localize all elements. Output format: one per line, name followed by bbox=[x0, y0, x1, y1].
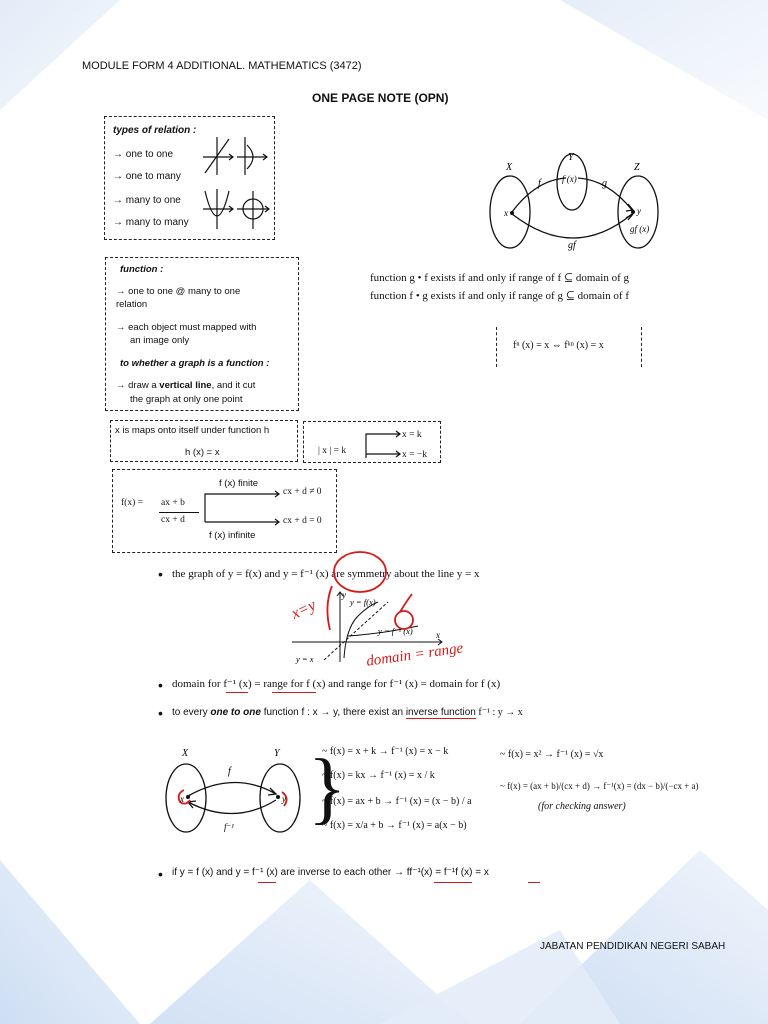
inverse-x-point: x bbox=[180, 794, 184, 804]
function-heading: function : bbox=[120, 264, 164, 275]
self-map-line-1: x is maps onto itself under function h bbox=[115, 425, 270, 436]
handwriting-domain-range: domain = range bbox=[365, 640, 465, 670]
rational-function-box bbox=[112, 469, 337, 553]
iterate-rule-box bbox=[496, 327, 642, 367]
inverse-rule-1: ~ f(x) = x + k → f⁻¹ (x) = x − k bbox=[322, 746, 449, 757]
iterate-rule: fⁿ (x) = x ⇔ fᵏⁿ (x) = x bbox=[513, 340, 604, 351]
diagram-set-x: X bbox=[506, 162, 513, 173]
red-underline bbox=[434, 882, 472, 883]
inverse-rule-4: ~ f(x) = x/a + b → f⁻¹ (x) = a(x − b) bbox=[322, 820, 467, 831]
relation-heading: types of relation : bbox=[113, 125, 197, 136]
graph-x-axis-label: x bbox=[436, 630, 440, 640]
bullet-dot: • bbox=[158, 677, 163, 693]
inverse-finv-label: f⁻¹ bbox=[224, 822, 234, 832]
relation-many-to-many: → many to many bbox=[113, 217, 189, 228]
relation-one-to-one: → one to one bbox=[113, 149, 174, 160]
inverse-rule-2: ~ f(x) = kx → f⁻¹ (x) = x / k bbox=[322, 770, 435, 781]
vertical-line-test-line-b: the graph at only one point bbox=[130, 394, 243, 405]
fraction-bar bbox=[159, 512, 199, 513]
self-map-line-2: h (x) = x bbox=[185, 447, 220, 458]
graph-y-axis-label: y bbox=[342, 590, 346, 600]
vertical-line-test-line: → draw a vertical line, and it cut bbox=[116, 380, 256, 391]
self-map-box bbox=[110, 420, 298, 462]
function-line-2b: an image only bbox=[130, 335, 190, 346]
inverse-rule-3: ~ f(x) = ax + b → f⁻¹ (x) = (x − b) / a bbox=[322, 796, 472, 807]
diagram-set-z: Z bbox=[634, 162, 640, 173]
diagram-f-label: f bbox=[538, 178, 541, 189]
diagram-g-label: g bbox=[602, 178, 607, 189]
diagram-x-point: x bbox=[504, 208, 508, 218]
inverse-set-y: Y bbox=[274, 748, 280, 759]
rational-finite-label: f (x) finite bbox=[219, 478, 259, 489]
rational-numerator: ax + b bbox=[161, 498, 185, 508]
handwriting-x-equals-y: x=y bbox=[288, 596, 319, 623]
modulus-box bbox=[303, 421, 441, 463]
brace: } bbox=[308, 744, 347, 832]
bullet-inverse-exists: to every one to one function f : x → y, there exist an inverse function f⁻¹ : y → x bbox=[172, 707, 523, 718]
relation-types-box bbox=[104, 116, 275, 240]
bullet-symmetry: the graph of y = f(x) and y = f⁻¹ (x) are symmetry about the line y = x bbox=[172, 568, 480, 580]
rational-fx: f(x) = bbox=[121, 498, 143, 508]
inverse-rule-rational: ~ f(x) = (ax + b)/(cx + d) → f⁻¹(x) = (dx − b)/(−cx + a) bbox=[500, 781, 699, 791]
inverse-set-x: X bbox=[182, 748, 189, 759]
vertical-line-test-heading: to whether a graph is a function : bbox=[120, 358, 270, 369]
module-heading: MODULE FORM 4 ADDITIONAL. MATHEMATICS (3472) bbox=[82, 60, 362, 72]
red-underline bbox=[528, 882, 540, 883]
red-underline bbox=[226, 692, 248, 693]
modulus-case-negative: x = −k bbox=[402, 450, 427, 460]
function-line-2: → each object must mapped with bbox=[116, 322, 257, 333]
diagram-gf-label: gf bbox=[568, 240, 576, 251]
diagram-y-point: y bbox=[637, 206, 641, 216]
red-annotation-marks bbox=[288, 546, 508, 676]
modulus-case-positive: x = k bbox=[402, 430, 422, 440]
diagram-set-y: Y bbox=[568, 152, 574, 163]
relation-graph-icons bbox=[197, 131, 273, 235]
composite-rule-fg: function f • g exists if and only if range of g ⊆ domain of f bbox=[370, 290, 629, 302]
rational-infinite-label: f (x) infinite bbox=[209, 530, 256, 541]
function-line-1: → one to one @ many to one bbox=[116, 286, 241, 297]
rational-condition-nonzero: cx + d ≠ 0 bbox=[283, 487, 322, 497]
red-underline bbox=[258, 882, 276, 883]
footer-department: JABATAN PENDIDIKAN NEGERI SABAH bbox=[540, 941, 726, 952]
inverse-y-point: y bbox=[282, 794, 286, 804]
inverse-mapping-diagram bbox=[158, 744, 308, 844]
bullet-inverse-composition: if y = f (x) and y = f⁻¹ (x) are inverse to each other → ff⁻¹(x) = f⁻¹f (x) = x bbox=[172, 867, 489, 878]
page-title: ONE PAGE NOTE (OPN) bbox=[312, 91, 449, 105]
graph-finv-label: y = f⁻¹ (x) bbox=[378, 626, 413, 636]
rational-branch-arrows bbox=[203, 490, 283, 526]
graph-fx-label: y = f(x) bbox=[350, 597, 376, 607]
red-underline bbox=[272, 692, 316, 693]
bullet-dot: • bbox=[158, 705, 163, 721]
inverse-f-label: f bbox=[228, 766, 231, 777]
bullet-dot: • bbox=[158, 566, 163, 582]
function-definition-box bbox=[105, 257, 299, 411]
relation-one-to-many: → one to many bbox=[113, 171, 181, 182]
modulus-branch-arrows bbox=[364, 428, 404, 460]
rational-denominator: cx + d bbox=[161, 515, 185, 525]
rational-condition-zero: cx + d = 0 bbox=[283, 516, 322, 526]
relation-many-to-one: → many to one bbox=[113, 195, 181, 206]
function-line-1b: relation bbox=[116, 299, 148, 310]
composite-rule-gf: function g • f exists if and only if range of f ⊆ domain of g bbox=[370, 272, 629, 284]
bullet-dot: • bbox=[158, 866, 163, 882]
bullet-domain-range: domain for f⁻¹ (x) = range for f (x) and range for f⁻¹ (x) = domain for f (x) bbox=[172, 678, 501, 690]
diagram-fx-label: f (x) bbox=[562, 174, 577, 184]
checking-note: (for checking answer) bbox=[538, 801, 626, 812]
modulus-lhs: | x | = k bbox=[318, 446, 347, 456]
graph-yx-label: y = x bbox=[296, 654, 314, 664]
inverse-rule-square: ~ f(x) = x² → f⁻¹ (x) = √x bbox=[500, 749, 604, 760]
diagram-gfx-label: gf (x) bbox=[630, 224, 650, 234]
composite-function-diagram bbox=[486, 152, 666, 256]
